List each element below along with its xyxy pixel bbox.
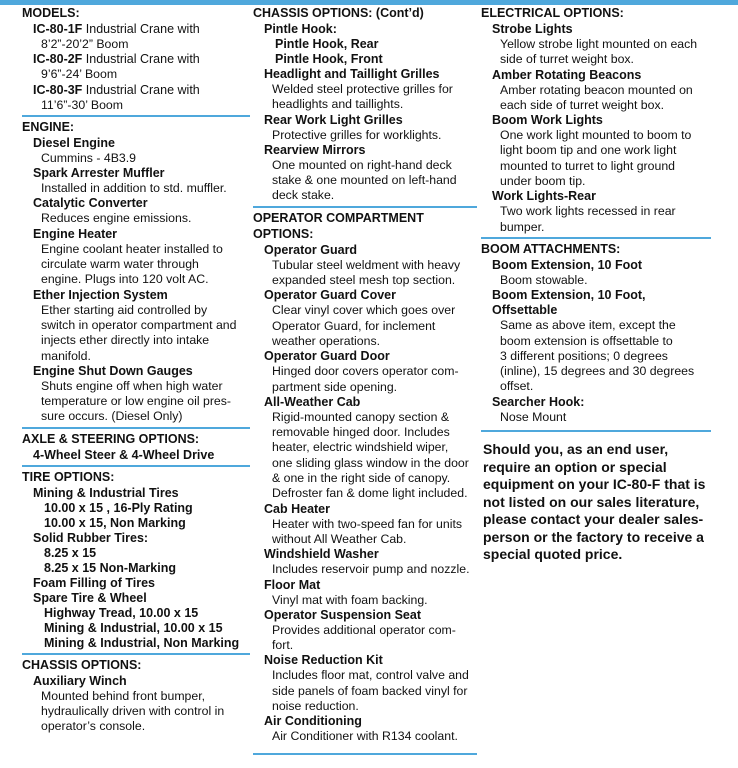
model-item: IC-80-3F Industrial Crane with [33, 82, 200, 97]
option-desc: under boom tip. [500, 174, 586, 189]
option-desc: weather operations. [272, 333, 381, 348]
option-title: Foam Filling of Tires [33, 575, 156, 590]
option-desc: one sliding glass window in the door [272, 455, 469, 470]
option-title: Offsettable [492, 303, 558, 318]
option-desc: each side of turret weight box. [500, 97, 665, 112]
option-title: Strobe Lights [492, 22, 573, 36]
chassis-heading: CHASSIS OPTIONS: [22, 657, 142, 672]
boom-section [481, 237, 711, 430]
option-desc: fort. [272, 638, 294, 653]
option-title: Diesel Engine [33, 135, 115, 150]
option-title: Engine Heater [33, 226, 118, 241]
option-desc: Provides additional operator com- [272, 622, 456, 637]
option-sub: Mining & Industrial, Non Marking [44, 635, 240, 650]
option-title: Floor Mat [264, 577, 321, 592]
axle-heading: AXLE & STEERING OPTIONS: [22, 431, 200, 446]
option-title: Rear Work Light Grilles [264, 112, 403, 127]
option-title: All-Weather Cab [264, 394, 361, 409]
model-item: IC-80-1F Industrial Crane with [33, 22, 200, 36]
option-desc: stake & one mounted on left-hand [272, 173, 457, 188]
option-title: Solid Rubber Tires: [33, 530, 149, 545]
option-sub: Mining & Industrial, 10.00 x 15 [44, 620, 223, 635]
option-desc: Protective grilles for worklights. [272, 127, 442, 142]
top-accent-bar [0, 0, 738, 5]
model-boom: 9’6”-24’ Boom [41, 67, 118, 82]
option-desc: Same as above item, except the [500, 318, 676, 333]
option-desc: Operator Guard, for inclement [272, 318, 436, 333]
option-title: Searcher Hook: [492, 394, 585, 409]
option-title: Catalytic Converter [33, 196, 148, 211]
option-desc: Clear vinyl cover which goes over [272, 303, 456, 318]
option-desc: engine. Plugs into 120 volt AC. [41, 272, 209, 287]
column-middle [253, 6, 477, 755]
option-desc: removable hinged door. Includes [272, 425, 450, 440]
option-desc: Yellow strobe light mounted on each [500, 37, 698, 51]
option-desc: expanded steel mesh top section. [272, 273, 456, 288]
option-title: Spare Tire & Wheel [33, 590, 147, 605]
option-desc: Includes floor mat, control valve and [272, 668, 469, 683]
option-desc: Shuts engine off when high water [41, 378, 223, 393]
option-desc: noise reduction. [272, 699, 359, 714]
option-sub: Pintle Hook, Front [275, 52, 383, 66]
column-right [481, 6, 711, 564]
model-boom: 11’6”-30’ Boom [41, 97, 124, 112]
option-title: Boom Work Lights [492, 113, 603, 128]
model-item: IC-80-2F Industrial Crane with [33, 52, 200, 67]
tire-heading: TIRE OPTIONS: [22, 469, 115, 484]
option-desc: operator’s console. [41, 719, 146, 734]
option-title: Operator Guard [264, 242, 358, 257]
chassis-section [22, 653, 250, 735]
option-title: Operator Suspension Seat [264, 607, 421, 622]
option-desc: partment side opening. [272, 379, 398, 394]
option-desc: heater, electric windshield wiper, [272, 440, 449, 455]
option-desc: Installed in addition to std. muffler. [41, 181, 227, 196]
option-title: Amber Rotating Beacons [492, 67, 642, 82]
option-title: Ether Injection System [33, 287, 168, 302]
option-title: Cab Heater [264, 501, 330, 516]
option-sub: 10.00 x 15 , 16-Ply Rating [44, 500, 193, 515]
option-title: Mining & Industrial Tires [33, 485, 179, 500]
option-desc: Vinyl mat with foam backing. [272, 592, 428, 607]
option-title: Work Lights-Rear [492, 189, 596, 204]
option-title: Spark Arrester Muffler [33, 166, 165, 181]
option-desc: bumper. [500, 219, 545, 234]
option-desc: Nose Mount [500, 409, 567, 424]
option-desc: side of turret weight box. [500, 52, 634, 67]
option-sub: 8.25 x 15 [44, 545, 97, 560]
option-desc: Includes reservoir pump and nozzle. [272, 562, 470, 577]
axle-section [22, 427, 250, 465]
option-title: Boom Extension, 10 Foot, [492, 288, 646, 303]
option-sub: 8.25 x 15 Non-Marking [44, 560, 176, 575]
option-desc: Two work lights recessed in rear [500, 204, 676, 219]
option-desc: Defroster fan & dome light included. [272, 486, 468, 501]
option-desc: Tubular steel weldment with heavy [272, 257, 461, 272]
option-sub: Pintle Hook, Rear [275, 37, 379, 51]
option-desc: offset. [500, 379, 534, 394]
operator-section [253, 206, 477, 755]
option-desc: deck stake. [272, 188, 335, 203]
option-desc: Welded steel protective grilles for [272, 82, 453, 96]
option-desc: Air Conditioner with R134 coolant. [272, 729, 458, 744]
model-boom: 8’2”-20’2” Boom [41, 37, 129, 51]
models-section [22, 6, 250, 115]
option-desc: Cummins - 4B3.9 [41, 150, 136, 165]
option-desc: 3 different positions; 0 degrees [500, 348, 668, 363]
option-title: Pintle Hook: [264, 22, 337, 36]
option-title: Windshield Washer [264, 547, 379, 562]
column-left [22, 6, 250, 735]
option-desc: sure occurs. (Diesel Only) [41, 409, 183, 424]
option-title: Headlight and Taillight Grilles [264, 67, 440, 81]
option-title: Operator Guard Door [264, 349, 390, 364]
option-title: Engine Shut Down Gauges [33, 363, 193, 378]
option-desc: switch in operator compartment and [41, 317, 237, 332]
option-desc: One work light mounted to boom to [500, 128, 692, 143]
option-desc: Rigid-mounted canopy section & [272, 409, 450, 424]
electrical-heading: ELECTRICAL OPTIONS: [481, 6, 624, 20]
tire-section [22, 465, 250, 653]
models-heading: MODELS: [22, 6, 80, 20]
option-sub: Highway Tread, 10.00 x 15 [44, 605, 199, 620]
notice-section [481, 430, 711, 564]
option-desc: (inline), 15 degrees and 30 degrees [500, 364, 695, 379]
operator-heading: OPERATOR COMPARTMENT [253, 210, 424, 225]
operator-heading-2: OPTIONS: [253, 226, 314, 241]
special-equipment-notice: Should you, as an end user, require an option or special equipment on your IC-80-F that is not listed on our sales literature, please contact your dealer sales- person or the factory to receive a special quoted price. [483, 441, 706, 563]
engine-heading: ENGINE: [22, 119, 75, 134]
option-desc: Amber rotating beacon mounted on [500, 82, 693, 97]
option-desc: headlights and taillights. [272, 97, 404, 112]
electrical-section [481, 6, 711, 237]
option-desc: Hinged door covers operator com- [272, 364, 459, 379]
option-desc: light boom tip and one work light [500, 143, 677, 158]
option-desc: Heater with two-speed fan for units [272, 516, 463, 531]
option-desc: hydraulically driven with control in [41, 704, 225, 719]
option-title: Operator Guard Cover [264, 288, 396, 303]
option-desc: One mounted on right-hand deck [272, 157, 452, 172]
option-desc: without All Weather Cab. [272, 531, 407, 546]
option-desc: injects ether directly into intake [41, 333, 210, 348]
option-title: Auxiliary Winch [33, 673, 127, 688]
option-desc: Ether starting aid controlled by [41, 302, 208, 317]
option-desc: Boom stowable. [500, 272, 588, 287]
section-divider [253, 753, 477, 755]
boom-heading: BOOM ATTACHMENTS: [481, 241, 621, 256]
option-desc: Mounted behind front bumper, [41, 688, 206, 703]
option-desc: mounted to turret to light ground [500, 158, 675, 173]
option-desc: temperature or low engine oil pres- [41, 394, 232, 409]
option-title: Rearview Mirrors [264, 142, 366, 157]
option-title: Noise Reduction Kit [264, 653, 383, 668]
option-desc: circulate warm water through [41, 257, 199, 272]
option-desc: & one in the right side of canopy. [272, 471, 451, 486]
option-desc: Engine coolant heater installed to [41, 241, 223, 256]
option-title: Boom Extension, 10 Foot [492, 257, 643, 272]
option-desc: manifold. [41, 348, 91, 363]
engine-section [22, 115, 250, 427]
option-desc: Reduces engine emissions. [41, 211, 192, 226]
chassis-cont-heading: CHASSIS OPTIONS: (Cont’d) [253, 6, 424, 20]
option-title: Air Conditioning [264, 714, 362, 729]
option-desc: boom extension is offsettable to [500, 333, 673, 348]
option-sub: 10.00 x 15, Non Marking [44, 515, 186, 530]
option-desc: side panels of foam backed vinyl for [272, 683, 468, 698]
chassis-cont-section [253, 6, 477, 206]
option-title: 4-Wheel Steer & 4-Wheel Drive [33, 447, 215, 462]
